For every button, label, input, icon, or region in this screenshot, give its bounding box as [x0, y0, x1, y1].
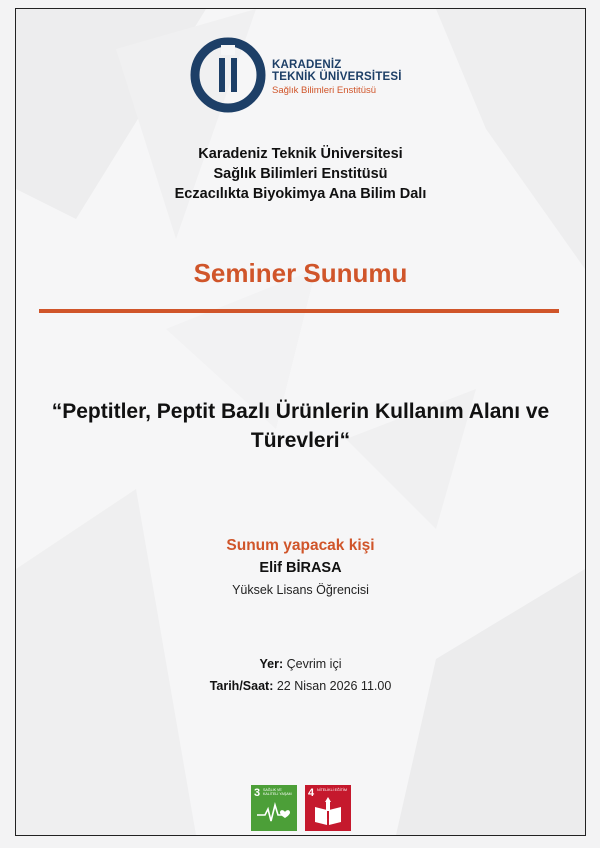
page-title: Seminer Sunumu	[193, 258, 408, 288]
poster-frame	[15, 8, 586, 836]
university-emblem-icon	[188, 35, 268, 115]
sdg-4-number: 4	[308, 787, 315, 799]
university-logo	[188, 35, 418, 115]
datetime-label: Tarih/Saat:	[209, 679, 274, 693]
logo-wordmark	[272, 59, 402, 96]
datetime-value: 22 Nisan 2026 11.00	[276, 679, 392, 693]
venue-value: Çevrim içi	[286, 657, 342, 671]
datetime-row	[16, 679, 585, 693]
venue-row	[16, 657, 585, 671]
logo-line-2: TEKNİK ÜNİVERSİTESİ	[272, 71, 402, 83]
heartbeat-icon	[251, 785, 297, 831]
presenter-name: Elif BİRASA	[259, 560, 342, 576]
institution-university: Karadeniz Teknik Üniversitesi	[198, 146, 403, 162]
sdg-4-badge	[305, 785, 351, 831]
sdg-3-badge	[251, 785, 297, 831]
venue-label: Yer:	[259, 657, 284, 671]
logo-line-3: Sağlık Bilimleri Enstitüsü	[272, 85, 377, 96]
institution-department: Eczacılıkta Biyokimya Ana Bilim Dalı	[174, 186, 427, 202]
presenter-role: Yüksek Lisans Öğrencisi	[232, 583, 369, 597]
institution-block	[16, 144, 585, 204]
title-divider	[39, 309, 559, 313]
institution-institute: Sağlık Bilimleri Enstitüsü	[213, 166, 388, 182]
sdg-4-caption: NİTELİKLİ EĞİTİM	[317, 788, 347, 792]
sdg-3-number: 3	[254, 787, 261, 799]
presenter-label: Sunum yapacak kişi	[226, 537, 375, 554]
talk-title: “Peptitler, Peptit Bazlı Ürünlerin Kullanım Alanı ve Türevleri“	[51, 400, 550, 452]
book-icon	[305, 785, 351, 831]
sdg-3-caption: SAĞLIK VE KALİTELİ YAŞAM	[263, 788, 292, 797]
logo-line-1: KARADENİZ	[272, 59, 342, 71]
